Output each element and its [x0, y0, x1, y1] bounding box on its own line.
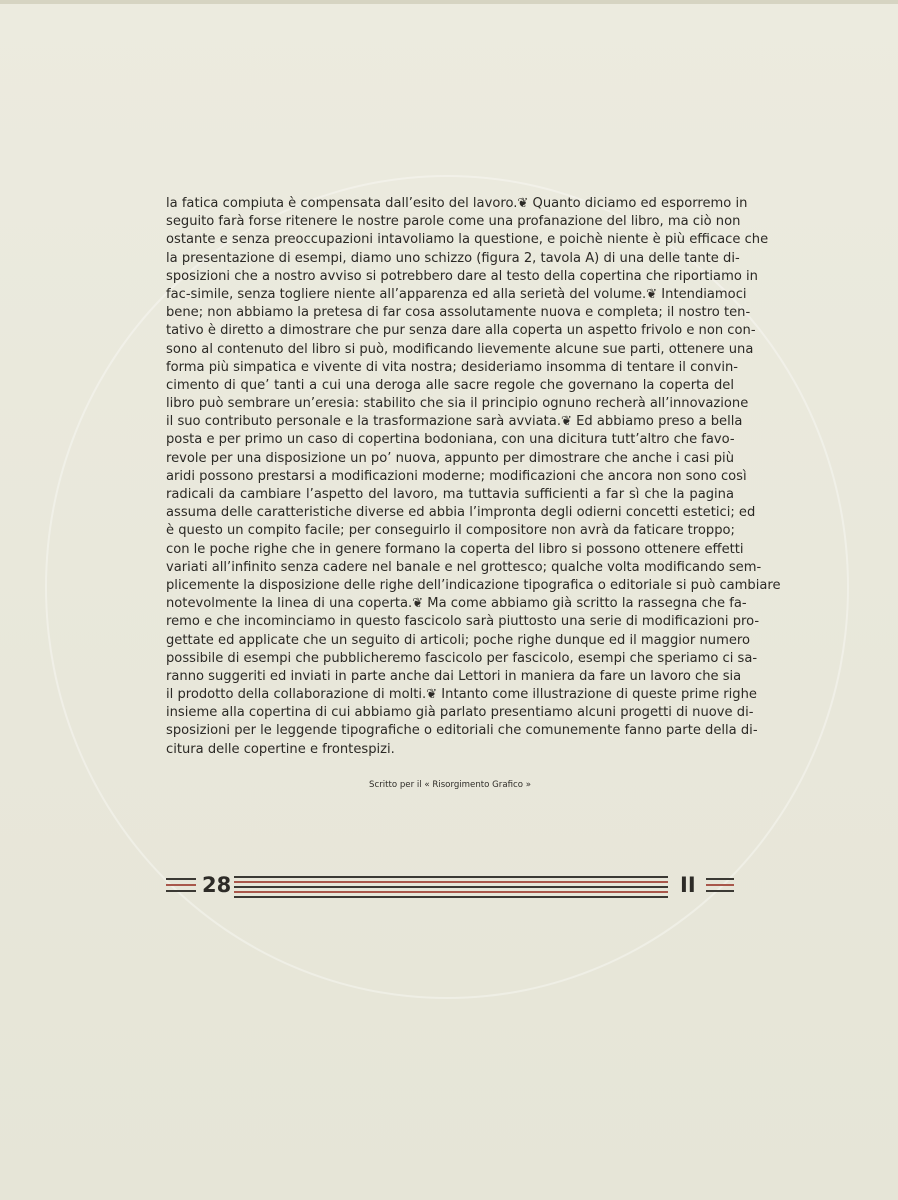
text-line: tativo è diretto a dimostrare che pur senza dare alla coperta un aspetto frivolo e non con- [166, 323, 756, 339]
text-line: bene; non abbiamo la pretesa di far cosa assolutamente nuova e completa; il nostro ten- [166, 305, 751, 321]
footer-rule-left-2 [166, 884, 196, 886]
footer-rule-mid-3 [234, 886, 668, 888]
text-line: forma più simpatica e vivente di vita nostra; desideriamo insomma di tentare il convin- [166, 359, 739, 375]
footer-rule-mid-5 [234, 896, 668, 898]
text-line: ranno suggeriti ed inviati in parte anche dai Lettori in maniera da fare un lavoro che sia [166, 668, 742, 684]
text-line: citura delle copertine e frontespizi. [166, 741, 395, 757]
footer-rule-mid-4 [234, 891, 668, 893]
page-footer [166, 872, 734, 900]
page-number: 28 [202, 873, 232, 897]
footer-rule-left-3 [166, 890, 196, 892]
text-line: libro può sembrare un’eresia: stabilito che sia il principio ognuno recherà all’innovazione [166, 396, 749, 412]
text-line: ostante e senza preoccupazioni intavoliamo la questione, e poichè niente è più efficace che [166, 232, 769, 248]
issue-number: II [680, 873, 696, 897]
footer-rule-left-1 [166, 878, 196, 880]
text-line: è questo un compito facile; per conseguirlo il compositore non avrà da faticare troppo; [166, 523, 735, 539]
body-text [166, 195, 781, 759]
text-line: la presentazione di esempi, diamo uno schizzo (figura 2, tavola A) di una delle tante di- [166, 250, 740, 266]
footer-rule-right-1 [706, 878, 734, 880]
text-line: la fatica compiuta è compensata dall’esito del lavoro.❦ Quanto diciamo ed esporremo in [166, 196, 748, 211]
footer-rule-right-3 [706, 890, 734, 892]
text-line: sposizioni che a nostro avviso si potrebbero dare al testo della copertina che riportiamo in [166, 268, 758, 284]
text-line: seguito farà forse ritenere le nostre parole come una profanazione del libro, ma ciò non [166, 214, 741, 230]
text-line: radicali da cambiare l’aspetto del lavoro, ma tuttavia sufficienti a far sì che la pagina [166, 487, 734, 502]
text-line: fac-simile, senza togliere niente all’apparenza ed alla serietà del volume.❦ Intendiamoci [166, 286, 747, 302]
footer-rule-mid-2 [234, 881, 668, 883]
text-line: plicemente la disposizione delle righe dell’indicazione tipografica o editoriale si può cambiare [166, 577, 781, 593]
author-credit: Scritto per il « Risorgimento Grafico » [369, 780, 531, 790]
text-line: aridi possono prestarsi a modificazioni moderne; modificazioni che ancora non sono così [166, 468, 747, 484]
text-line: revole per una disposizione un po’ nuova, appunto per dimostrare che anche i casi più [166, 450, 734, 466]
text-line: sposizioni per le leggende tipografiche o editoriali che comunemente fanno parte della di- [166, 723, 758, 739]
text-line: con le poche righe che in genere formano la coperta del libro si possono ottenere effetti [166, 541, 744, 557]
text-line: insieme alla copertina di cui abbiamo già parlato presentiamo alcuni progetti di nuove di- [166, 705, 754, 721]
page-top-edge [0, 0, 898, 4]
text-line: remo e che incominciamo in questo fascicolo sarà piuttosto una serie di modificazioni pro- [166, 614, 760, 630]
text-line: possibile di esempi che pubblicheremo fascicolo per fascicolo, esempi che speriamo ci sa- [166, 650, 758, 666]
text-line: variati all’infinito senza cadere nel banale e nel grottesco; qualche volta modificando sem- [166, 559, 762, 575]
text-line: il prodotto della collaborazione di molti.❦ Intanto come illustrazione di queste prime righe [166, 687, 757, 703]
text-line: posta e per primo un caso di copertina bodoniana, con una dicitura tutt’altro che favo- [166, 432, 735, 448]
text-line: cimento di que’ tanti a cui una deroga alle sacre regole che governano la coperta del [166, 377, 734, 393]
text-line: il suo contributo personale e la trasformazione sarà avviata.❦ Ed abbiamo preso a bella [166, 414, 743, 430]
text-line: notevolmente la linea di una coperta.❦ Ma come abbiamo già scritto la rassegna che fa- [166, 596, 747, 612]
text-line: assuma delle caratteristiche diverse ed abbia l’impronta degli odierni concetti estetici; ed [166, 505, 756, 521]
text-line: sono al contenuto del libro si può, modificando lievemente alcune sue parti, ottenere una [166, 341, 754, 357]
footer-rule-right-2 [706, 884, 734, 886]
text-line: gettate ed applicate che un seguito di articoli; poche righe dunque ed il maggior numero [166, 632, 750, 648]
footer-rule-mid-1 [234, 876, 668, 878]
